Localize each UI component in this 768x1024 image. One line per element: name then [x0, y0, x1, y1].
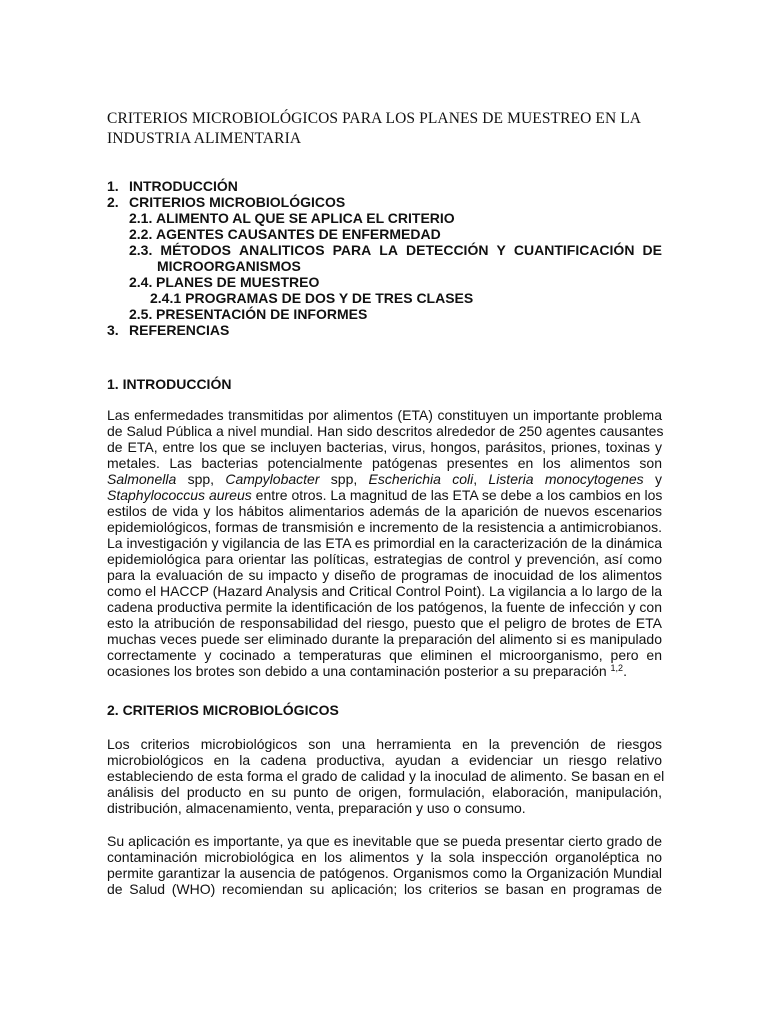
table-of-contents: [107, 178, 662, 338]
text-fragment: spp,: [176, 471, 226, 487]
text-fragment: y: [643, 471, 662, 487]
toc-item-alimento: [107, 210, 662, 226]
toc-number: 3.: [107, 322, 119, 338]
toc-label: PROGRAMAS DE DOS Y DE TRES CLASES: [185, 290, 474, 306]
text-line: [107, 487, 662, 503]
toc-label: ALIMENTO AL QUE SE APLICA EL CRITERIO: [156, 210, 455, 226]
toc-number: 2.2.: [129, 226, 153, 242]
text-line: esto la atribución de responsabilidad del riesgo, puesto que el peligro de brotes de ETA: [107, 615, 662, 631]
section-heading-introduccion: 1. INTRODUCCIÓN: [107, 376, 232, 392]
text-line: permite garantizar la ausencia de patógenos. Organismos como la Organización Mundial: [107, 865, 662, 881]
text-line: distribución, almacenamiento, venta, preparación y uso o consumo.: [107, 800, 526, 816]
text-line: epidemiológicos, formas de transmisión e incremento de la resistencia a antimicrobianos.: [107, 519, 662, 535]
text-line: Las enfermedades transmitidas por alimentos (ETA) constituyen un importante problema: [107, 407, 662, 423]
toc-number: 2.5.: [129, 306, 153, 322]
toc-label: REFERENCIAS: [129, 322, 230, 338]
text-line: muchas veces puede ser eliminado durante la preparación del alimento si es manipulado: [107, 631, 662, 647]
text-line: [107, 663, 662, 679]
text-line: análisis del producto en su punto de origen, formulación, elaboración, manipulación,: [107, 784, 662, 800]
text-line: correctamente y cocinado a temperaturas que eliminen el microorganismo, pero en: [107, 647, 662, 663]
toc-number: 1.: [107, 178, 119, 194]
text-line: microbiológicos en la cadena productiva, ayudan a evidenciar un riesgo relativo: [107, 752, 662, 768]
section-heading-criterios: 2. CRITERIOS MICROBIOLÓGICOS: [107, 702, 339, 718]
toc-item-introduccion: [107, 178, 662, 194]
toc-item-programas: [107, 290, 662, 306]
toc-label: PRESENTACIÓN DE INFORMES: [156, 306, 368, 322]
species-name: Salmonella: [107, 471, 177, 487]
document-title-line1: CRITERIOS MICROBIOLÓGICOS PARA LOS PLANES DE MUESTREO EN LA: [107, 110, 642, 127]
toc-number: 2.3.: [129, 242, 153, 258]
toc-word: DETECCIÓN: [406, 242, 489, 258]
text-fragment: spp,: [319, 471, 369, 487]
toc-word: LA: [379, 242, 398, 258]
toc-label: CRITERIOS MICROBIOLÓGICOS: [129, 194, 346, 210]
text-fragment: ocasiones los brotes son debido a una contaminación posterior a su preparación: [107, 663, 611, 679]
toc-number: 2.4.1: [150, 290, 182, 306]
text-line: metales. Las bacterias potencialmente patógenas presentes en los alimentos son: [107, 455, 662, 471]
text-line: Su aplicación es importante, ya que es inevitable que se pueda presentar cierto grado de: [107, 833, 662, 849]
toc-number: 2.4.: [129, 274, 153, 290]
species-name: Campylobacter: [225, 471, 320, 487]
text-line: epidemiológica para orientar las políticas, estrategias de control y prevención, así como: [107, 551, 662, 567]
document-title-line2: INDUSTRIA ALIMENTARIA: [107, 130, 302, 147]
toc-word: PARA: [332, 242, 372, 258]
paragraph-criterios-1: [107, 736, 665, 816]
text-line: [107, 471, 662, 487]
paragraph-criterios-2: [107, 833, 662, 897]
toc-item-metodos-continuation: MICROORGANISMOS: [157, 258, 301, 274]
toc-item-presentacion: [107, 306, 662, 322]
text-line: Los criterios microbiológicos son una herramienta en la prevención de riesgos: [107, 736, 662, 752]
toc-label: PLANES DE MUESTREO: [156, 274, 320, 290]
document-title: [107, 109, 667, 149]
text-fragment: ,: [473, 471, 489, 487]
text-line: de ETA, entre los que se incluyen bacterias, virus, hongos, parásitos, priones, toxinas y: [107, 439, 662, 455]
toc-item-metodos: [107, 242, 662, 258]
text-line: estilos de vida y los hábitos alimentarios además de la aparición de nuevos escenarios: [107, 503, 662, 519]
toc-item-planes: [107, 274, 662, 290]
citation-superscript: 1,2: [610, 663, 624, 673]
toc-word: DE: [642, 242, 662, 258]
paragraph-introduccion: [107, 407, 662, 679]
toc-item-agentes: [107, 226, 662, 242]
species-name: Escherichia coli: [368, 471, 474, 487]
toc-item-referencias: [107, 322, 662, 338]
species-name: Listeria monocytogenes: [488, 471, 644, 487]
text-line: contaminación microbiológica en los alimentos y la sola inspección organoléptica no: [107, 849, 662, 865]
species-name: Staphylococcus aureus: [107, 487, 252, 503]
text-line: como el HACCP (Hazard Analysis and Critical Control Point). La vigilancia a lo largo de la: [107, 583, 662, 599]
text-line: estableciendo de esta forma el grado de calidad y la inoculad de alimento. Se basan en el: [107, 768, 665, 784]
toc-number: 2.1.: [129, 210, 153, 226]
text-line: de Salud (WHO) recomiendan su aplicación; los criterios se basan en programas de: [107, 881, 662, 897]
text-fragment: .: [623, 663, 627, 679]
toc-item-criterios: [107, 194, 662, 210]
text-line: para la evaluación de su impacto y diseño de programas de inocuidad de los alimentos: [107, 567, 662, 583]
text-line: cadena productiva permite la identificación de los patógenos, la fuente de infección y con: [107, 599, 662, 615]
toc-word: ANALITICOS: [238, 242, 325, 258]
toc-label: INTRODUCCIÓN: [129, 178, 238, 194]
toc-label: AGENTES CAUSANTES DE ENFERMEDAD: [156, 226, 441, 242]
text-line: de Salud Pública a nivel mundial. Han sido descritos alrededor de 250 agentes causantes: [107, 423, 664, 439]
toc-word: CUANTIFICACIÓN: [513, 242, 635, 258]
toc-word: Y: [496, 242, 506, 258]
text-fragment: entre otros. La magnitud de las ETA se debe a los cambios en los: [251, 487, 663, 503]
text-line: La investigación y vigilancia de las ETA es primordial en la caracterización de la dinámica: [107, 535, 662, 551]
toc-word: MÉTODOS: [160, 242, 231, 258]
toc-number: 2.: [107, 194, 119, 210]
